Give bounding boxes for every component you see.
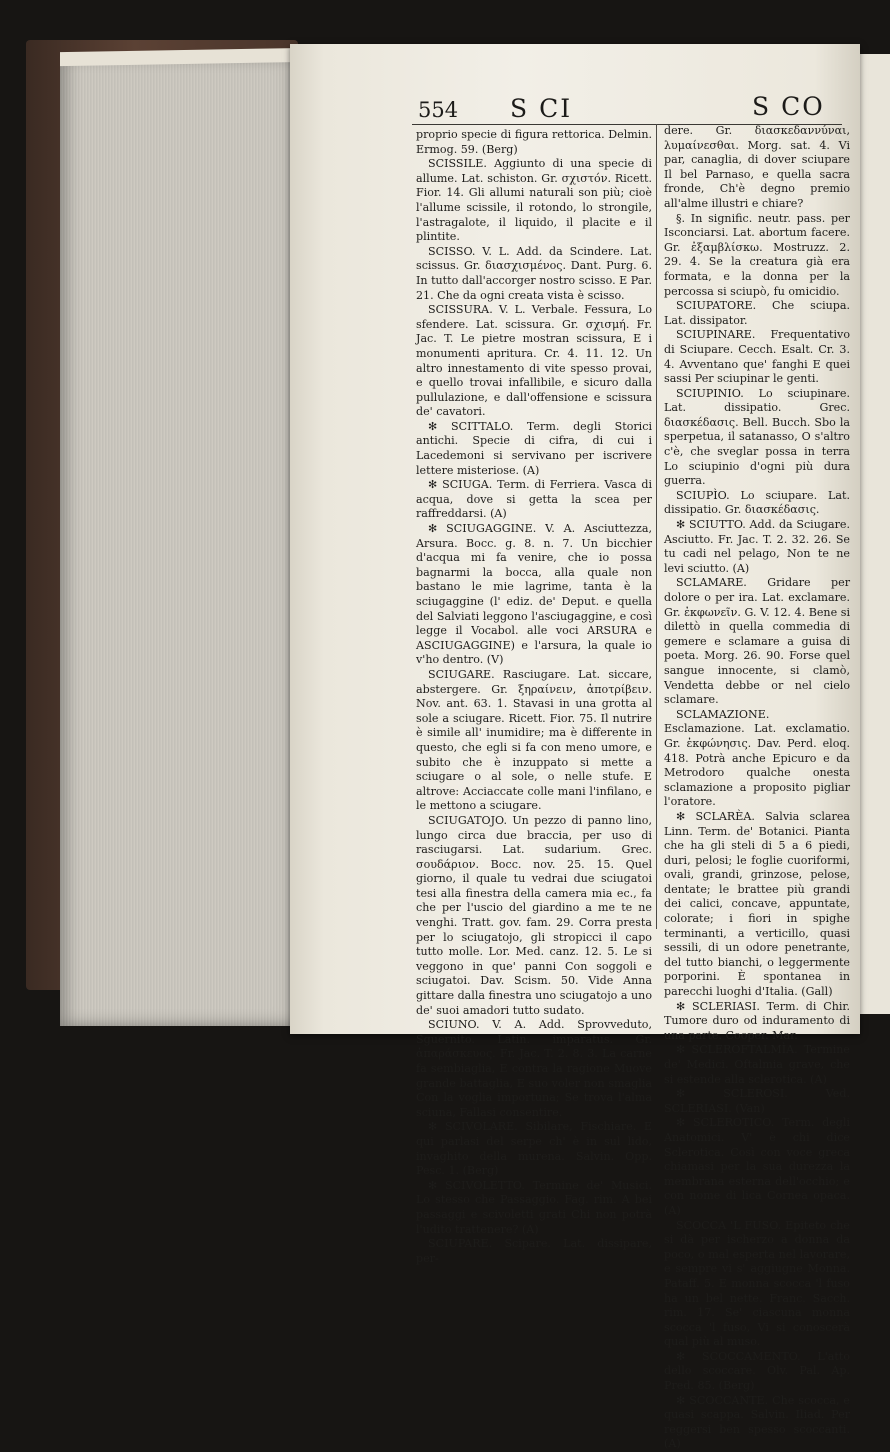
facing-page-edge <box>858 54 890 1014</box>
entry: ✻ SCLEROSI. Ved. SCLERIASI. (Van) <box>664 1087 850 1115</box>
page-number: 554 <box>418 98 459 122</box>
entry: SCIUGARE. Rasciugare. Lat. siccare, abstergere. Gr. ξηραίνειν, ἀποτρίβειν. Nov. ant. 63. 1. Stavasi in una grotta al sole a sciugare. Ricett. Fior. 75. Il nutrire è simile all' inumidire; ma è differente in questo, che egli si fa con meno umore, e subito che è inzuppato si mette a sciugare o al sole, o nelle stufe. E altrove: Acciaccate colle mani l'infilano, e le mettono a sciugare. <box>416 667 652 813</box>
entry: ✻ SCLEROFTALMÌA. Termine de' Medici. Oftalmia grave, che si estende alla sclerotica. (A) <box>664 1043 850 1086</box>
entry: SCIUGATOJO. Un pezzo di panno lino, lungo circa due braccia, per uso di rasciugarsi. Lat. sudarium. Grec. σουδάριον. Bocc. nov. 25. 15. Quel giorno, il quale tu vedrai due sciugatoi tesi alla finestra della camera mia ec., fa che per l'uscio del giardino a me te ne venghi. Tratt. gov. fam. 29. Corra presta per lo sciugatojo, gli stropicci il capo tutto molle. Lor. Med. canz. 12. 5. Le si veggono in que' panni Con soggoli e sciugatoi. Dav. Scism. 50. Vide Anna gittare dalla finestra uno sciugatojo a uno de' suoi amadori tutto sudato. <box>416 813 652 1017</box>
entry: SCIUPINIO. Lo sciupinare. Lat. dissipatio. Grec. διασκέδασις. Bell. Bucch. Sbo la sperpetua, il satanasso, O s'altro c'è, che sveglar possa in terra Lo sciupinio d'ogni più dura guerra. <box>664 386 850 488</box>
running-head-left: S CI <box>510 94 573 123</box>
page-edges <box>60 56 304 1026</box>
entry: proprio specie di figura rettorica. Delmin. Ermog. 59. (Berg) <box>416 128 652 156</box>
entry: SCLAMAZIONE. Esclamazione. Lat. exclamatio. Gr. ἐκφώνησις. Dav. Perd. eloq. 418. Potrà anche Epicuro e da Metrodoro qualche onesta sclamazione a proposito pigliar l'oratore. <box>664 707 850 809</box>
entry: ✻ SCITTALO. Term. degli Storici antichi. Specie di cifra, di cui i Lacedemoni si servivano per iscrivere lettere misteriose. (A) <box>416 419 652 477</box>
entry: §. In signific. neutr. pass. per Isconciarsi. Lat. abortum facere. Gr. ἐξαμβλίσκω. Mostruzz. 2. 29. 4. Se la creatura già era formata, e la donna per la percossa si sciupò, fu omicidio. <box>664 211 850 298</box>
entry: ✻ SCLEROTICO. Term. degli Anatomici. V' è chi dice Sclerotica. Così con voce greca chiamasi per la sua durezza la membrana esterna dell'occhio; e con nome di lica Cornea opaca. (A) <box>664 1116 850 1217</box>
entry: ✻ SCIUGA. Term. di Ferriera. Vasca di acqua, dove si getta la scea per raffreddarsi. (A) <box>416 478 652 521</box>
entry: SCIUPÌO. Lo sciupare. Lat. dissipatio. Gr. διασκέδασις. <box>664 488 850 517</box>
entry: ✻ SCLERIASI. Term. di Chir. Tumore duro od induramento di una parte. Cooper. Mar. <box>664 999 850 1042</box>
entry: SCIUPARE. Scipare. Lat. dissipare, per- <box>416 1237 652 1265</box>
entry: ✻ SCLARÈA. Salvia sclarea Linn. Term. de' Botanici. Pianta che ha gli steli di 5 a 6 piedi, duri, pelosi; le foglie cuoriformi, ovali, grandi, grinzose, pelose, dentate; le brattee più grandi dei calici, concave, appuntate, colorate; i fiori in spighe terminanti, a verticillo, quasi sessili, di un odore penetrante, del tutto bianchi, o leggermente porporini. È spontanea in parecchi luoghi d'Italia. (Gall) <box>664 809 850 999</box>
entry: ✻ SCOCCANTE. Che scocca, e quasi scappa. Salvin. Iliad. Per reggersi ben spesso scoccanti. (A) <box>664 1393 850 1451</box>
entry: SCISSILE. Aggiunto di una specie di allume. Lat. schiston. Gr. σχιστόν. Ricett. Fior. 14. Gli allumi naturali son più; cioè l'allume scissile, il rotondo, lo strongile, l'astragalote, il liquido, il placite e il plintite. <box>416 157 652 244</box>
right-column <box>664 124 850 1451</box>
entry: SCISSURA. V. L. Verbale. Fessura, Lo sfendere. Lat. scissura. Gr. σχισμή. Fr. Jac. T. Le pietre mostran scissura, E i monumenti apritura. Cr. 4. 11. 12. Un altro innestamento di vite spesso provai, e quello trovai infallibile, e sicuro dalla pullulazione, e dall'offensione e scissura de' cavatori. <box>416 303 652 419</box>
entry: SCISSO. V. L. Add. da Scindere. Lat. scissus. Gr. διασχισμένος. Dant. Purg. 6. In tutto dall'accorger nostro scisso. E Par. 21. Che da ogni creata vista è scisso. <box>416 244 652 302</box>
entry: SCLAMARE. Gridare per dolore o per ira. Lat. exclamare. Gr. ἐκφωνεῖν. G. V. 12. 4. Bene si dilettò in quella commedia di gemere e sclamare a guisa di poeta. Morg. 26. 90. Forse quel sangue innocente, si clamò, Vendetta debbe or nel cielo sclamare. <box>664 576 850 707</box>
entry: ✻ SCIUGAGGINE. V. A. Asciuttezza, Arsura. Bocc. g. 8. n. 7. Un bicchier d'acqua mi fa venire, che io possa bagnarmi la bocca, alla quale non bastano le mie lagrime, tanta è la sciugaggine (l' ediz. de' Deput. e quella del Salviati leggono l'asciugaggine, e così legge il Vocabol. alle voci ARSURA e ASCIUGAGGINE) e l'arsura, la quale io v'ho dentro. (V) <box>416 522 652 667</box>
column-divider <box>656 124 657 929</box>
entry: ✻ SCIVOLETTO. Termine de' Musici. Lo stesso che Passaggio. Fag. rim. A bei passaggi e scivoletti grati Chi non potrà l'udito trattenere? (A) <box>416 1178 652 1236</box>
entry: SCIUPATORE. Che sciupa. Lat. dissipator. <box>664 299 850 327</box>
entry: ✻ SCIUTTO. Add. da Sciugare. Asciutto. Fr. Jac. T. 2. 32. 26. Se tu cadi nel pelago, Non te ne levi sciutto. (A) <box>664 518 850 575</box>
entry: ✻ SCIVOLARE. Sibilare, Fischiare. E qui parlasi del serpe ch' è in sul lido, invaghito della murena. Salvin. Opp. Pesc. 1. (Berg) <box>416 1120 652 1178</box>
entry: SCIUNO. V. A. Add. Sprovveduto, Sguernito. Latin. imparatus. Gr. ἀπαράσκευος. Fr. Jac. T. 2. 8. 3. La carne fa sembiaglia, E contra la ragione Muove grande battaglia, E suo voler non smaglia Con la voglia importuna; Se trova l'alma sciuna, Fallasi consentire. <box>416 1018 652 1119</box>
entry: SCOCCA 'L FUSO. Epiteto che si dà per ischerzo a donna da poco, o mal esperta nel lavorare, e sempre vi s' aggiugne Monna. Pataff. 5. E monna scocca 'l fuso ha un bel nette. Franc. Sacch. rim. 17. Se' ciascuna monna scocca 'l fuso, Vi si conoscerà qual più al muso. <box>664 1218 850 1349</box>
left-column <box>416 128 652 1265</box>
entry: SCIUPINARE. Frequentativo di Sciupare. Cecch. Esalt. Cr. 3. 4. Avventano que' fanghi E quei sassi Per sciupinar le genti. <box>664 328 850 386</box>
entry: ✻ SCOCCAMENTO. L'atto dello scoccare. Olv. Pal. Ap. Pred. 85. (Berg) <box>664 1349 850 1393</box>
entry: dere. Gr. διασκεδαννύναι, λυμαίνεσθαι. Morg. sat. 4. Vi par, canaglia, di dover sciupare Il bel Parnaso, e quella sacra fronde, Ch'è degno premio all'alme illustri e chiare? <box>664 124 850 210</box>
running-head-right: S CO <box>752 92 825 121</box>
